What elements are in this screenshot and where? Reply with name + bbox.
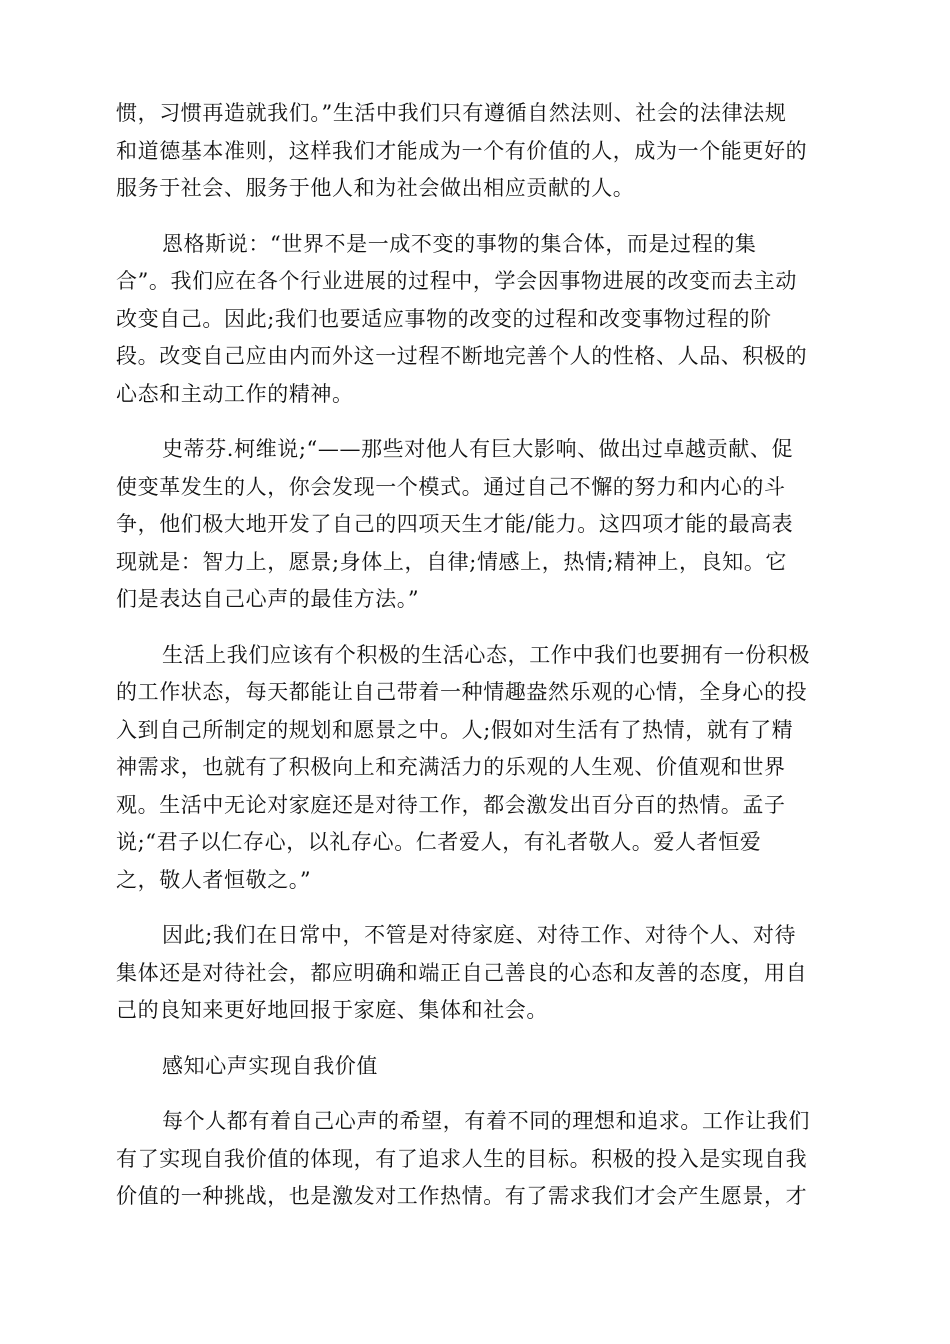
text-line: 因此;我们在日常中，不管是对待家庭、对待工作、对待个人、对待 [162, 923, 797, 947]
paragraph-self-value [116, 1103, 832, 1216]
text-line: 生活上我们应该有个积极的生活心态，工作中我们也要拥有一份积极 [162, 642, 810, 667]
text-line: 服务于社会、服务于他人和为社会做出相应贡献的人。 [116, 176, 635, 200]
text-line: 说;“君子以仁存心，以礼存心。仁者爱人，有礼者敬人。爱人者恒爱 [116, 830, 762, 854]
text-line: 每个人都有着自己心声的希望，有着不同的理想和追求。工作让我们 [162, 1109, 810, 1133]
text-line: 惯，习惯再造就我们。”生活中我们只有遵循自然法则、社会的法律法规 [116, 101, 787, 125]
text-line: 己的良知来更好地回报于家庭、集体和社会。 [116, 998, 548, 1022]
paragraph-engels [116, 226, 832, 414]
text-line: 入到自己所制定的规划和愿景之中。人;假如对生活有了热情，就有了精 [116, 717, 794, 742]
text-line: 争，他们极大地开发了自己的四项天生才能/能力。这四项才能的最高表 [116, 512, 794, 536]
paragraph-habit [116, 95, 832, 208]
document-body [116, 95, 832, 1234]
text-line: 们是表达自己心声的最佳方法。” [116, 587, 420, 611]
text-line: 集体还是对待社会，都应明确和端正自己善良的心态和友善的态度，用自 [116, 960, 808, 985]
text-line: 史蒂芬.柯维说;“——那些对他人有巨大影响、做出过卓越贡献、促 [162, 437, 794, 461]
paragraph-positive-attitude [116, 637, 832, 900]
text-line: 恩格斯说：“世界不是一成不变的事物的集合体，而是过程的集 [162, 231, 757, 256]
text-line: 之，敬人者恒敬之。” [116, 867, 312, 892]
text-line: 改变自己。因此;我们也要适应事物的改变的过程和改变事物过程的阶 [116, 306, 772, 331]
text-line: 观。生活中无论对家庭还是对待工作，都会激发出百分百的热情。孟子 [116, 792, 786, 817]
paragraph-covey [116, 431, 832, 619]
text-line: 现就是：智力上，愿景;身体上，自律;情感上，热情;精神上，良知。它 [116, 549, 788, 574]
text-line: 心态和主动工作的精神。 [116, 381, 354, 406]
text-line: 合”。我们应在各个行业进展的过程中，学会因事物进展的改变而去主动 [116, 269, 797, 293]
text-line: 使变革发生的人，你会发现一个模式。通过自己不懈的努力和内心的斗 [116, 474, 786, 499]
text-line: 和道德基本准则，这样我们才能成为一个有价值的人，成为一个能更好的 [116, 138, 808, 163]
text-line: 的工作状态，每天都能让自己带着一种情趣盎然乐观的心情，全身心的投 [116, 680, 808, 704]
text-line: 价值的一种挑战，也是激发对工作热情。有了需求我们才会产生愿景，才 [116, 1184, 808, 1208]
section-heading: 感知心声实现自我价值 [162, 1053, 378, 1078]
text-line: 神需求，也就有了积极向上和充满活力的乐观的人生观、价值观和世界 [116, 755, 786, 779]
paragraph-therefore [116, 917, 832, 1030]
text-line: 段。改变自己应由内而外这一过程不断地完善个人的性格、人品、积极的 [116, 344, 808, 368]
text-line: 有了实现自我价值的体现，有了追求人生的目标。积极的投入是实现自我 [116, 1146, 808, 1171]
